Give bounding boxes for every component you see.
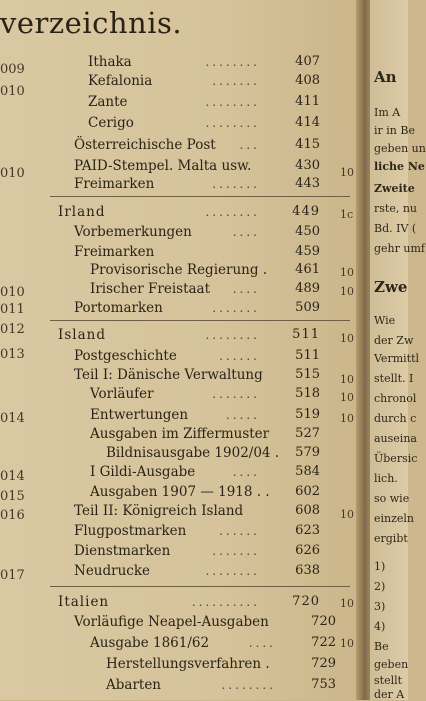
- toc-entry: Freimarken ....... 443: [74, 176, 320, 192]
- toc-entry: Ausgaben im Ziffermuster 527: [90, 426, 320, 442]
- margin-number: 013: [0, 347, 25, 362]
- margin-number: 010: [0, 285, 25, 300]
- margin-number: 011: [0, 302, 25, 317]
- margin-number: 10: [340, 332, 354, 345]
- toc-entry: Postgeschichte ...... 511: [74, 348, 320, 364]
- facing-page: [370, 0, 426, 701]
- section-divider: [50, 586, 350, 587]
- margin-number: 010: [0, 84, 25, 99]
- toc-section-entry: Irland ........ 449: [58, 204, 320, 220]
- margin-number: 012: [0, 322, 25, 337]
- toc-entry: Provisorische Regierung . 461: [90, 262, 320, 278]
- toc-entry: Cerigo ........ 414: [88, 115, 320, 131]
- margin-number: 10: [340, 391, 354, 404]
- margin-number: 10: [340, 508, 354, 521]
- toc-entry: Irischer Freistaat .... 489: [90, 281, 320, 297]
- margin-number: 10: [340, 597, 354, 610]
- toc-entry: Ausgabe 1861/62 .... 722: [90, 635, 336, 651]
- toc-entry: Abarten ........ 753: [106, 677, 336, 693]
- facing-page-text: ir in Be: [374, 124, 415, 137]
- toc-entry: Teil I: Dänische Verwaltung 515: [74, 367, 320, 383]
- facing-page-text: Vermittl: [374, 352, 420, 365]
- facing-page-text: Zwe: [374, 278, 408, 296]
- toc-entry: Freimarken 459: [74, 244, 320, 260]
- toc-entry: Entwertungen ..... 519: [90, 407, 320, 423]
- page-heading: verzeichnis.: [0, 6, 183, 40]
- facing-page-text: Be: [374, 640, 389, 653]
- facing-page-text: stellt: [374, 674, 403, 687]
- toc-entry: Herstellungsverfahren . 729: [106, 656, 336, 672]
- margin-number: 016: [0, 508, 25, 523]
- toc-entry: Neudrucke ........ 638: [74, 563, 320, 579]
- margin-number: 014: [0, 411, 25, 426]
- margin-number: 017: [0, 568, 25, 583]
- section-divider: [50, 196, 350, 197]
- margin-number: 10: [340, 266, 354, 279]
- margin-number: 10: [340, 637, 354, 650]
- facing-page-text: einzeln: [374, 512, 415, 525]
- toc-entry: Vorbemerkungen .... 450: [74, 224, 320, 240]
- toc-entry: Flugpostmarken ...... 623: [74, 523, 320, 539]
- toc-section-entry: Island ........ 511: [58, 327, 320, 343]
- facing-page-text: chronol: [374, 392, 417, 405]
- facing-page-text: geben: [374, 658, 409, 671]
- toc-entry: Ausgaben 1907 — 1918 . . 602: [90, 484, 320, 500]
- facing-page-text: der Zw: [374, 334, 414, 347]
- facing-page-text: liche Ne: [374, 160, 425, 173]
- margin-number: 009: [0, 62, 25, 77]
- facing-page-text: der A: [374, 688, 405, 701]
- toc-entry: Vorläufer ....... 518: [90, 386, 320, 402]
- facing-page-text: durch c: [374, 412, 417, 425]
- facing-page-text: lich.: [374, 472, 398, 485]
- toc-entry: PAID-Stempel. Malta usw. 430: [74, 158, 320, 174]
- margin-number: 10: [340, 373, 354, 386]
- toc-entry: Ithaka ........ 407: [88, 54, 320, 70]
- margin-number: 1c: [340, 208, 354, 221]
- toc-entry: Österreichische Post ... 415: [74, 137, 320, 153]
- facing-page-text: rste, nu: [374, 202, 417, 215]
- facing-page-text: 1): [374, 560, 386, 573]
- facing-page-text: 3): [374, 600, 386, 613]
- facing-page-text: Bd. IV (: [374, 222, 417, 235]
- facing-page-text: Im A: [374, 106, 401, 119]
- facing-page-text: 4): [374, 620, 386, 633]
- facing-page-text: Übersic: [374, 452, 418, 465]
- margin-number: 10: [340, 412, 354, 425]
- toc-entry: Zante ........ 411: [88, 94, 320, 110]
- facing-page-text: gehr umf: [374, 242, 425, 255]
- toc-entry: Bildnisausgabe 1902/04 . 579: [106, 445, 320, 461]
- facing-page-text: so wie: [374, 492, 410, 505]
- margin-number: 014: [0, 469, 25, 484]
- toc-entry: Portomarken ....... 509: [74, 300, 320, 316]
- toc-section-entry: Italien .......... 720: [58, 594, 320, 610]
- facing-page-text: 2): [374, 580, 386, 593]
- toc-entry: I Gildi-Ausgabe .... 584: [90, 464, 320, 480]
- facing-page-text: Wie: [374, 314, 396, 327]
- toc-entry: Vorläufige Neapel-Ausgaben 720: [74, 614, 336, 630]
- margin-number: 10: [340, 285, 354, 298]
- toc-entry: Dienstmarken ....... 626: [74, 543, 320, 559]
- margin-number: 010: [0, 166, 25, 181]
- toc-entry: Teil II: Königreich Island 608: [74, 503, 320, 519]
- margin-number: 10: [340, 166, 354, 179]
- facing-page-text: An: [374, 68, 397, 86]
- margin-number: 015: [0, 489, 25, 504]
- toc-entry: Kefalonia ....... 408: [88, 73, 320, 89]
- facing-page-text: stellt. I: [374, 372, 414, 385]
- facing-page-text: ergibt: [374, 532, 408, 545]
- facing-page-text: Zweite: [374, 182, 415, 195]
- facing-page-text: auseina: [374, 432, 417, 445]
- facing-page-text: geben un: [374, 142, 426, 155]
- section-divider: [50, 320, 350, 321]
